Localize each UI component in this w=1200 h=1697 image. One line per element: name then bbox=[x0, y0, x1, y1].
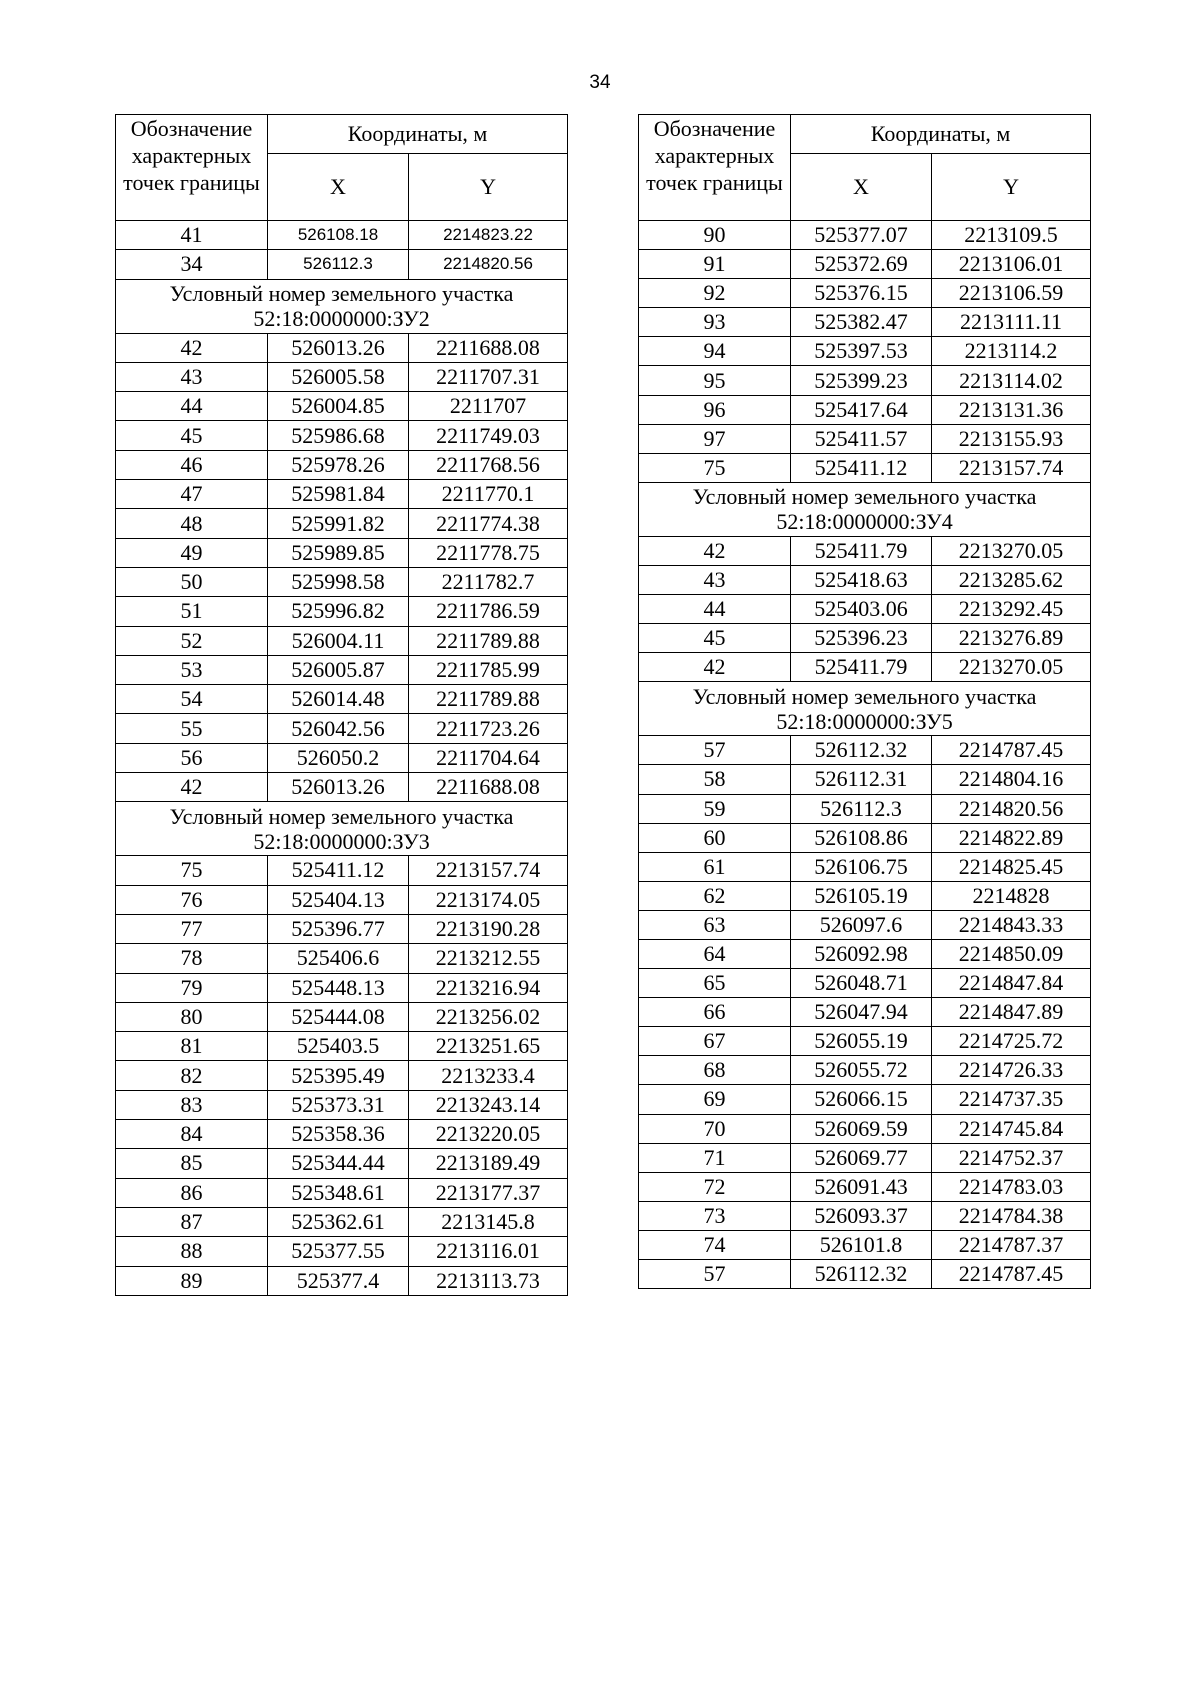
table-row bbox=[116, 1178, 568, 1207]
y-coordinate-cell: 2213157.74 bbox=[932, 453, 1091, 482]
point-number-cell: 55 bbox=[116, 714, 268, 743]
x-header: X bbox=[791, 154, 932, 221]
x-coordinate-cell: 525986.68 bbox=[268, 421, 409, 450]
parcel-section-title: Условный номер земельного участка 52:18:0000000:ЗУ5 bbox=[639, 682, 1091, 736]
x-coordinate-cell: 525448.13 bbox=[268, 973, 409, 1002]
y-coordinate-cell: 2211789.88 bbox=[409, 626, 568, 655]
table-row bbox=[116, 1002, 568, 1031]
table-row bbox=[116, 1149, 568, 1178]
table-row bbox=[116, 626, 568, 655]
table-row bbox=[639, 653, 1091, 682]
point-number-cell: 94 bbox=[639, 337, 791, 366]
parcel-section-row bbox=[639, 682, 1091, 736]
y-coordinate-cell: 2214823.22 bbox=[409, 221, 568, 250]
point-number-cell: 73 bbox=[639, 1201, 791, 1230]
point-number-cell: 75 bbox=[116, 856, 268, 885]
point-number-cell: 95 bbox=[639, 366, 791, 395]
y-coordinate-cell: 2213145.8 bbox=[409, 1207, 568, 1236]
y-coordinate-cell: 2213276.89 bbox=[932, 624, 1091, 653]
table-row bbox=[116, 1090, 568, 1119]
y-coordinate-cell: 2214820.56 bbox=[409, 250, 568, 279]
point-number-cell: 60 bbox=[639, 823, 791, 852]
table-row bbox=[116, 333, 568, 362]
x-coordinate-cell: 525411.79 bbox=[791, 536, 932, 565]
coordinates-table-right bbox=[638, 114, 1091, 1289]
y-coordinate-cell: 2213131.36 bbox=[932, 395, 1091, 424]
point-number-cell: 62 bbox=[639, 881, 791, 910]
y-coordinate-cell: 2211768.56 bbox=[409, 450, 568, 479]
coordinates-header: Координаты, м bbox=[791, 115, 1091, 154]
point-number-cell: 42 bbox=[639, 653, 791, 682]
table-row bbox=[639, 881, 1091, 910]
point-number-cell: 58 bbox=[639, 765, 791, 794]
table-row bbox=[639, 1201, 1091, 1230]
table-row bbox=[116, 856, 568, 885]
x-coordinate-cell: 526005.58 bbox=[268, 362, 409, 391]
y-coordinate-cell: 2213113.73 bbox=[409, 1266, 568, 1295]
x-coordinate-cell: 526097.6 bbox=[791, 910, 932, 939]
table-row bbox=[639, 1260, 1091, 1289]
point-number-cell: 44 bbox=[639, 595, 791, 624]
x-coordinate-cell: 525396.23 bbox=[791, 624, 932, 653]
point-number-cell: 43 bbox=[116, 362, 268, 391]
table-row bbox=[639, 969, 1091, 998]
y-coordinate-cell: 2214787.45 bbox=[932, 1260, 1091, 1289]
table-row bbox=[116, 1032, 568, 1061]
point-number-cell: 49 bbox=[116, 538, 268, 567]
table-row bbox=[116, 362, 568, 391]
point-number-cell: 61 bbox=[639, 852, 791, 881]
table-row bbox=[639, 624, 1091, 653]
y-coordinate-cell: 2213251.65 bbox=[409, 1032, 568, 1061]
x-coordinate-cell: 526048.71 bbox=[791, 969, 932, 998]
table-row bbox=[639, 1143, 1091, 1172]
y-coordinate-cell: 2211770.1 bbox=[409, 480, 568, 509]
table-row bbox=[639, 308, 1091, 337]
point-number-cell: 34 bbox=[116, 250, 268, 279]
x-coordinate-cell: 525411.57 bbox=[791, 424, 932, 453]
table-row bbox=[116, 655, 568, 684]
y-coordinate-cell: 2214843.33 bbox=[932, 910, 1091, 939]
y-coordinate-cell: 2214783.03 bbox=[932, 1172, 1091, 1201]
x-coordinate-cell: 526112.3 bbox=[268, 250, 409, 279]
y-coordinate-cell: 2213216.94 bbox=[409, 973, 568, 1002]
x-coordinate-cell: 525444.08 bbox=[268, 1002, 409, 1031]
table-row bbox=[116, 450, 568, 479]
x-coordinate-cell: 525418.63 bbox=[791, 565, 932, 594]
point-number-cell: 71 bbox=[639, 1143, 791, 1172]
point-number-cell: 88 bbox=[116, 1237, 268, 1266]
table-row bbox=[639, 1230, 1091, 1259]
y-coordinate-cell: 2214847.89 bbox=[932, 998, 1091, 1027]
page-number: 34 bbox=[589, 72, 611, 93]
x-coordinate-cell: 526108.86 bbox=[791, 823, 932, 852]
table-row bbox=[639, 1056, 1091, 1085]
point-number-cell: 66 bbox=[639, 998, 791, 1027]
table-body-left bbox=[116, 221, 568, 1296]
x-coordinate-cell: 525989.85 bbox=[268, 538, 409, 567]
point-number-cell: 56 bbox=[116, 743, 268, 772]
y-coordinate-cell: 2214850.09 bbox=[932, 939, 1091, 968]
x-coordinate-cell: 525411.12 bbox=[791, 453, 932, 482]
point-number-cell: 48 bbox=[116, 509, 268, 538]
table-row bbox=[116, 1237, 568, 1266]
y-coordinate-cell: 2214822.89 bbox=[932, 823, 1091, 852]
designation-header: Обозначение характерных точек границы bbox=[116, 115, 268, 221]
x-coordinate-cell: 525406.6 bbox=[268, 944, 409, 973]
point-number-cell: 42 bbox=[116, 773, 268, 802]
table-row bbox=[116, 685, 568, 714]
x-coordinate-cell: 526112.32 bbox=[791, 736, 932, 765]
y-coordinate-cell: 2213116.01 bbox=[409, 1237, 568, 1266]
x-coordinate-cell: 526106.75 bbox=[791, 852, 932, 881]
table-row bbox=[116, 1207, 568, 1236]
point-number-cell: 96 bbox=[639, 395, 791, 424]
x-coordinate-cell: 525396.77 bbox=[268, 914, 409, 943]
x-coordinate-cell: 525397.53 bbox=[791, 337, 932, 366]
x-coordinate-cell: 526066.15 bbox=[791, 1085, 932, 1114]
point-number-cell: 78 bbox=[116, 944, 268, 973]
x-coordinate-cell: 526014.48 bbox=[268, 685, 409, 714]
x-coordinate-cell: 525403.06 bbox=[791, 595, 932, 624]
x-coordinate-cell: 525377.55 bbox=[268, 1237, 409, 1266]
y-coordinate-cell: 2213285.62 bbox=[932, 565, 1091, 594]
table-row bbox=[639, 536, 1091, 565]
point-number-cell: 59 bbox=[639, 794, 791, 823]
table-row bbox=[639, 823, 1091, 852]
y-coordinate-cell: 2214726.33 bbox=[932, 1056, 1091, 1085]
x-coordinate-cell: 525348.61 bbox=[268, 1178, 409, 1207]
point-number-cell: 76 bbox=[116, 885, 268, 914]
y-coordinate-cell: 2214787.45 bbox=[932, 736, 1091, 765]
parcel-section-title: Условный номер земельного участка 52:18:0000000:ЗУ3 bbox=[116, 802, 568, 856]
x-coordinate-cell: 526101.8 bbox=[791, 1230, 932, 1259]
y-coordinate-cell: 2211688.08 bbox=[409, 333, 568, 362]
x-coordinate-cell: 526092.98 bbox=[791, 939, 932, 968]
y-coordinate-cell: 2214737.35 bbox=[932, 1085, 1091, 1114]
y-coordinate-cell: 2213256.02 bbox=[409, 1002, 568, 1031]
x-coordinate-cell: 526069.59 bbox=[791, 1114, 932, 1143]
parcel-section-title: Условный номер земельного участка 52:18:0000000:ЗУ4 bbox=[639, 482, 1091, 536]
table-row bbox=[639, 765, 1091, 794]
table-row bbox=[639, 1027, 1091, 1056]
y-coordinate-cell: 2213114.02 bbox=[932, 366, 1091, 395]
y-coordinate-cell: 2214820.56 bbox=[932, 794, 1091, 823]
table-row bbox=[116, 714, 568, 743]
y-coordinate-cell: 2213106.01 bbox=[932, 250, 1091, 279]
point-number-cell: 80 bbox=[116, 1002, 268, 1031]
point-number-cell: 74 bbox=[639, 1230, 791, 1259]
point-number-cell: 44 bbox=[116, 392, 268, 421]
table-body-right bbox=[639, 221, 1091, 1289]
point-number-cell: 91 bbox=[639, 250, 791, 279]
table-row bbox=[116, 944, 568, 973]
point-number-cell: 70 bbox=[639, 1114, 791, 1143]
x-coordinate-cell: 526069.77 bbox=[791, 1143, 932, 1172]
table-row bbox=[639, 852, 1091, 881]
x-header: X bbox=[268, 154, 409, 221]
x-coordinate-cell: 526093.37 bbox=[791, 1201, 932, 1230]
x-coordinate-cell: 526042.56 bbox=[268, 714, 409, 743]
x-coordinate-cell: 525417.64 bbox=[791, 395, 932, 424]
y-coordinate-cell: 2214752.37 bbox=[932, 1143, 1091, 1172]
y-header: Y bbox=[932, 154, 1091, 221]
y-coordinate-cell: 2213270.05 bbox=[932, 653, 1091, 682]
x-coordinate-cell: 526005.87 bbox=[268, 655, 409, 684]
table-row bbox=[639, 395, 1091, 424]
y-coordinate-cell: 2211707.31 bbox=[409, 362, 568, 391]
y-coordinate-cell: 2211704.64 bbox=[409, 743, 568, 772]
coordinates-table-left bbox=[115, 114, 568, 1296]
table-row bbox=[639, 910, 1091, 939]
table-row bbox=[116, 392, 568, 421]
point-number-cell: 87 bbox=[116, 1207, 268, 1236]
y-coordinate-cell: 2214825.45 bbox=[932, 852, 1091, 881]
point-number-cell: 45 bbox=[639, 624, 791, 653]
point-number-cell: 72 bbox=[639, 1172, 791, 1201]
point-number-cell: 92 bbox=[639, 279, 791, 308]
table-row bbox=[639, 279, 1091, 308]
x-coordinate-cell: 526055.72 bbox=[791, 1056, 932, 1085]
x-coordinate-cell: 525362.61 bbox=[268, 1207, 409, 1236]
x-coordinate-cell: 525376.15 bbox=[791, 279, 932, 308]
table-row bbox=[116, 538, 568, 567]
y-coordinate-cell: 2211786.59 bbox=[409, 597, 568, 626]
point-number-cell: 75 bbox=[639, 453, 791, 482]
point-number-cell: 89 bbox=[116, 1266, 268, 1295]
table-row bbox=[639, 1085, 1091, 1114]
x-coordinate-cell: 526108.18 bbox=[268, 221, 409, 250]
point-number-cell: 81 bbox=[116, 1032, 268, 1061]
point-number-cell: 65 bbox=[639, 969, 791, 998]
table-row bbox=[116, 567, 568, 596]
table-row bbox=[116, 509, 568, 538]
x-coordinate-cell: 526112.31 bbox=[791, 765, 932, 794]
x-coordinate-cell: 525399.23 bbox=[791, 366, 932, 395]
y-coordinate-cell: 2213174.05 bbox=[409, 885, 568, 914]
point-number-cell: 63 bbox=[639, 910, 791, 939]
table-row bbox=[639, 736, 1091, 765]
y-coordinate-cell: 2211785.99 bbox=[409, 655, 568, 684]
y-coordinate-cell: 2211782.7 bbox=[409, 567, 568, 596]
table-row bbox=[639, 1172, 1091, 1201]
y-coordinate-cell: 2213189.49 bbox=[409, 1149, 568, 1178]
x-coordinate-cell: 526013.26 bbox=[268, 773, 409, 802]
y-coordinate-cell: 2214828 bbox=[932, 881, 1091, 910]
table-row bbox=[116, 221, 568, 250]
x-coordinate-cell: 526004.11 bbox=[268, 626, 409, 655]
designation-header: Обозначение характерных точек границы bbox=[639, 115, 791, 221]
y-coordinate-cell: 2214725.72 bbox=[932, 1027, 1091, 1056]
point-number-cell: 57 bbox=[639, 736, 791, 765]
point-number-cell: 52 bbox=[116, 626, 268, 655]
x-coordinate-cell: 525404.13 bbox=[268, 885, 409, 914]
y-coordinate-cell: 2213190.28 bbox=[409, 914, 568, 943]
y-coordinate-cell: 2211749.03 bbox=[409, 421, 568, 450]
x-coordinate-cell: 525978.26 bbox=[268, 450, 409, 479]
x-coordinate-cell: 525377.07 bbox=[791, 221, 932, 250]
y-coordinate-cell: 2213111.11 bbox=[932, 308, 1091, 337]
table-row bbox=[639, 565, 1091, 594]
x-coordinate-cell: 525981.84 bbox=[268, 480, 409, 509]
y-coordinate-cell: 2213114.2 bbox=[932, 337, 1091, 366]
table-row bbox=[639, 1114, 1091, 1143]
parcel-section-row bbox=[116, 279, 568, 333]
y-coordinate-cell: 2211774.38 bbox=[409, 509, 568, 538]
table-row bbox=[116, 421, 568, 450]
point-number-cell: 54 bbox=[116, 685, 268, 714]
x-coordinate-cell: 526004.85 bbox=[268, 392, 409, 421]
x-coordinate-cell: 525403.5 bbox=[268, 1032, 409, 1061]
table-row bbox=[116, 1120, 568, 1149]
table-row bbox=[639, 221, 1091, 250]
table-row bbox=[116, 250, 568, 279]
point-number-cell: 84 bbox=[116, 1120, 268, 1149]
point-number-cell: 67 bbox=[639, 1027, 791, 1056]
point-number-cell: 77 bbox=[116, 914, 268, 943]
point-number-cell: 42 bbox=[116, 333, 268, 362]
x-coordinate-cell: 525358.36 bbox=[268, 1120, 409, 1149]
table-row bbox=[639, 939, 1091, 968]
y-coordinate-cell: 2213270.05 bbox=[932, 536, 1091, 565]
point-number-cell: 86 bbox=[116, 1178, 268, 1207]
y-coordinate-cell: 2211789.88 bbox=[409, 685, 568, 714]
y-coordinate-cell: 2213220.05 bbox=[409, 1120, 568, 1149]
coordinates-header: Координаты, м bbox=[268, 115, 568, 154]
x-coordinate-cell: 526112.32 bbox=[791, 1260, 932, 1289]
parcel-section-row bbox=[116, 802, 568, 856]
point-number-cell: 46 bbox=[116, 450, 268, 479]
table-row bbox=[639, 794, 1091, 823]
y-coordinate-cell: 2211723.26 bbox=[409, 714, 568, 743]
table-row bbox=[639, 595, 1091, 624]
table-row bbox=[116, 914, 568, 943]
table-row bbox=[116, 597, 568, 626]
y-coordinate-cell: 2214787.37 bbox=[932, 1230, 1091, 1259]
table-row bbox=[116, 885, 568, 914]
x-coordinate-cell: 526112.3 bbox=[791, 794, 932, 823]
x-coordinate-cell: 525991.82 bbox=[268, 509, 409, 538]
table-row bbox=[116, 1061, 568, 1090]
point-number-cell: 83 bbox=[116, 1090, 268, 1119]
point-number-cell: 41 bbox=[116, 221, 268, 250]
point-number-cell: 45 bbox=[116, 421, 268, 450]
point-number-cell: 69 bbox=[639, 1085, 791, 1114]
x-coordinate-cell: 525377.4 bbox=[268, 1266, 409, 1295]
table-row bbox=[116, 1266, 568, 1295]
point-number-cell: 68 bbox=[639, 1056, 791, 1085]
table-row bbox=[116, 973, 568, 1002]
x-coordinate-cell: 525998.58 bbox=[268, 567, 409, 596]
x-coordinate-cell: 526050.2 bbox=[268, 743, 409, 772]
parcel-section-row bbox=[639, 482, 1091, 536]
y-coordinate-cell: 2214745.84 bbox=[932, 1114, 1091, 1143]
y-coordinate-cell: 2214847.84 bbox=[932, 969, 1091, 998]
point-number-cell: 51 bbox=[116, 597, 268, 626]
y-coordinate-cell: 2213109.5 bbox=[932, 221, 1091, 250]
y-header: Y bbox=[409, 154, 568, 221]
y-coordinate-cell: 2213243.14 bbox=[409, 1090, 568, 1119]
y-coordinate-cell: 2213157.74 bbox=[409, 856, 568, 885]
point-number-cell: 50 bbox=[116, 567, 268, 596]
point-number-cell: 43 bbox=[639, 565, 791, 594]
point-number-cell: 42 bbox=[639, 536, 791, 565]
x-coordinate-cell: 525382.47 bbox=[791, 308, 932, 337]
x-coordinate-cell: 525411.79 bbox=[791, 653, 932, 682]
x-coordinate-cell: 525372.69 bbox=[791, 250, 932, 279]
point-number-cell: 82 bbox=[116, 1061, 268, 1090]
y-coordinate-cell: 2213106.59 bbox=[932, 279, 1091, 308]
y-coordinate-cell: 2213177.37 bbox=[409, 1178, 568, 1207]
table-row bbox=[116, 480, 568, 509]
y-coordinate-cell: 2211778.75 bbox=[409, 538, 568, 567]
point-number-cell: 93 bbox=[639, 308, 791, 337]
point-number-cell: 79 bbox=[116, 973, 268, 1002]
x-coordinate-cell: 526013.26 bbox=[268, 333, 409, 362]
table-row bbox=[639, 250, 1091, 279]
table-row bbox=[639, 998, 1091, 1027]
table-row bbox=[116, 773, 568, 802]
x-coordinate-cell: 525373.31 bbox=[268, 1090, 409, 1119]
y-coordinate-cell: 2211688.08 bbox=[409, 773, 568, 802]
y-coordinate-cell: 2213212.55 bbox=[409, 944, 568, 973]
parcel-section-title: Условный номер земельного участка 52:18:0000000:ЗУ2 bbox=[116, 279, 568, 333]
y-coordinate-cell: 2214784.38 bbox=[932, 1201, 1091, 1230]
y-coordinate-cell: 2214804.16 bbox=[932, 765, 1091, 794]
x-coordinate-cell: 525344.44 bbox=[268, 1149, 409, 1178]
y-coordinate-cell: 2213155.93 bbox=[932, 424, 1091, 453]
x-coordinate-cell: 526047.94 bbox=[791, 998, 932, 1027]
x-coordinate-cell: 526055.19 bbox=[791, 1027, 932, 1056]
table-row bbox=[639, 366, 1091, 395]
point-number-cell: 97 bbox=[639, 424, 791, 453]
table-row bbox=[639, 337, 1091, 366]
point-number-cell: 85 bbox=[116, 1149, 268, 1178]
y-coordinate-cell: 2213292.45 bbox=[932, 595, 1091, 624]
point-number-cell: 53 bbox=[116, 655, 268, 684]
table-row bbox=[639, 453, 1091, 482]
point-number-cell: 64 bbox=[639, 939, 791, 968]
x-coordinate-cell: 526105.19 bbox=[791, 881, 932, 910]
y-coordinate-cell: 2213233.4 bbox=[409, 1061, 568, 1090]
table-row bbox=[116, 743, 568, 772]
table-row bbox=[639, 424, 1091, 453]
point-number-cell: 57 bbox=[639, 1260, 791, 1289]
y-coordinate-cell: 2211707 bbox=[409, 392, 568, 421]
point-number-cell: 47 bbox=[116, 480, 268, 509]
point-number-cell: 90 bbox=[639, 221, 791, 250]
x-coordinate-cell: 526091.43 bbox=[791, 1172, 932, 1201]
x-coordinate-cell: 525395.49 bbox=[268, 1061, 409, 1090]
x-coordinate-cell: 525411.12 bbox=[268, 856, 409, 885]
x-coordinate-cell: 525996.82 bbox=[268, 597, 409, 626]
